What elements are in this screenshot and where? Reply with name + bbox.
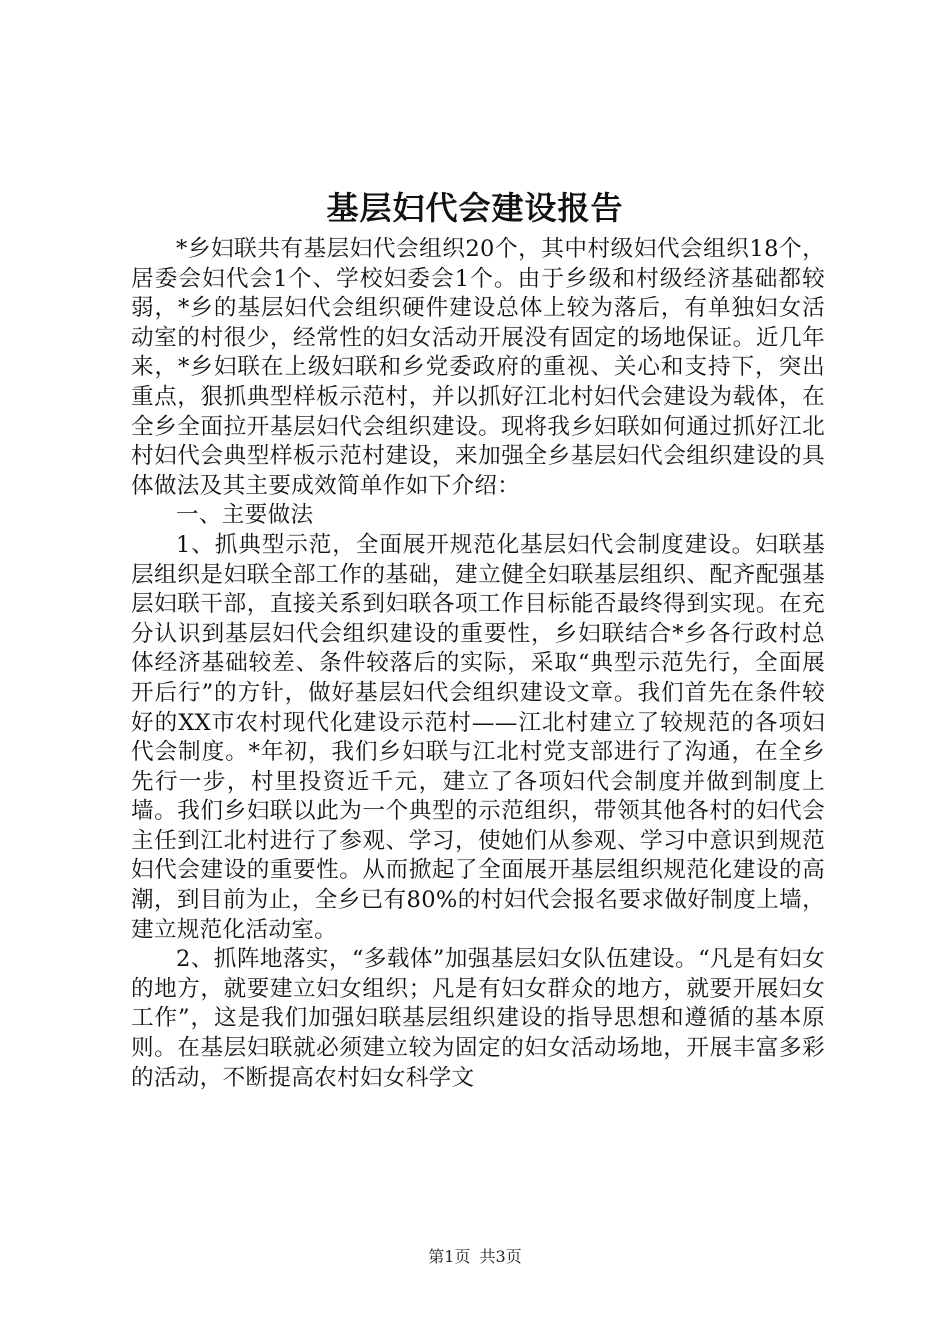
paragraph-point-2: 2、抓阵地落实，“多载体”加强基层妇女队伍建设。“凡是有妇女的地方，就要建立妇女组织；凡是有妇女群众的地方，就要开展妇女工作”，这是我们加强妇联基层组织建设的指导思想和遵循的基本原则。在基层妇联就必须建立较为固定的妇女活动场地，开展丰富多彩的活动，不断提高农村妇女科学文 [131,946,825,1091]
page-total: 共3页 [479,1247,522,1266]
page-footer [0,1244,950,1267]
document-body [131,235,825,1093]
page-number: 第1页 [428,1247,471,1266]
paragraph-intro: *乡妇联共有基层妇代会组织20个，其中村级妇代会组织18个，居委会妇代会1个、学校妇委会1个。由于乡级和村级经济基础都较弱，*乡的基层妇代会组织硬件建设总体上较为落后，有单独妇女活动室的村很少，经常性的妇女活动开展没有固定的场地保证。近几年来，*乡妇联在上级妇联和乡党委政府的重视、关心和支持下，突出重点，狠抓典型样板示范村，并以抓好江北村妇代会建设为载体，在全乡全面拉开基层妇代会组织建设。现将我乡妇联如何通过抓好江北村妇代会典型样板示范村建设，来加强全乡基层妇代会组织建设的具体做法及其主要成效简单作如下介绍： [131,236,825,499]
document-title: 基层妇代会建设报告 [326,189,624,227]
section-heading-main-methods: 一、主要做法 [176,502,314,529]
paragraph-point-1: 1、抓典型示范，全面展开规范化基层妇代会制度建设。妇联基层组织是妇联全部工作的基础，建立健全妇联基层组织、配齐配强基层妇联干部，直接关系到妇联各项工作目标能否最终得到实现。在充分认识到基层妇代会组织建设的重要性，乡妇联结合*乡各行政村总体经济基础较差、条件较落后的实际，采取“典型示范先行，全面展开后行”的方针，做好基层妇代会组织建设文章。我们首先在条件较好的XX市农村现代化建设示范村——江北村建立了较规范的各项妇代会制度。*年初，我们乡妇联与江北村党支部进行了沟通，在全乡先行一步，村里投资近千元，建立了各项妇代会制度并做到制度上墙。我们乡妇联以此为一个典型的示范组织，带领其他各村的妇代会主任到江北村进行了参观、学习，使她们从参观、学习中意识到规范妇代会建设的重要性。从而掀起了全面展开基层组织规范化建设的高潮，到目前为止，全乡已有80%的村妇代会报名要求做好制度上墙，建立规范化活动室。 [131,531,825,943]
